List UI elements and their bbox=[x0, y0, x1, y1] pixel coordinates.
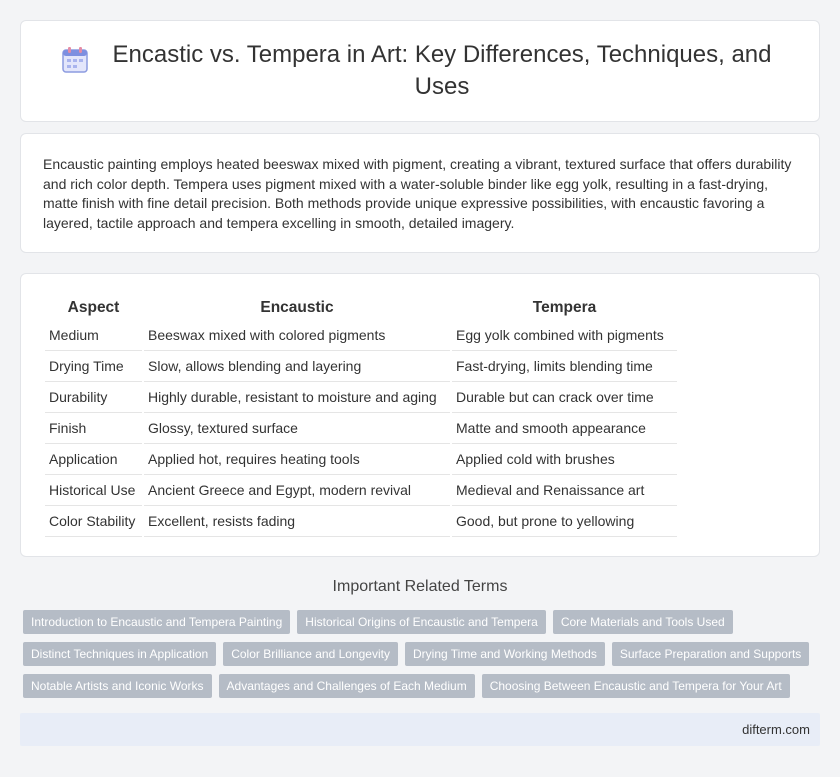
cell-tempera: Medieval and Renaissance art bbox=[452, 475, 677, 506]
cell-encaustic: Glossy, textured surface bbox=[144, 413, 450, 444]
footer-site-link[interactable]: difterm.com bbox=[742, 722, 810, 737]
cell-encaustic: Applied hot, requires heating tools bbox=[144, 444, 450, 475]
related-term-tag[interactable]: Surface Preparation and Supports bbox=[612, 642, 809, 666]
related-term-tag[interactable]: Distinct Techniques in Application bbox=[23, 642, 216, 666]
table-row bbox=[45, 506, 677, 537]
tag-row bbox=[23, 642, 823, 666]
cell-tempera: Fast-drying, limits blending time bbox=[452, 351, 677, 382]
table-row bbox=[45, 413, 677, 444]
cell-aspect: Finish bbox=[45, 413, 142, 444]
tag-row bbox=[23, 674, 823, 698]
header-aspect: Aspect bbox=[67, 299, 120, 316]
calendar-icon bbox=[60, 45, 90, 75]
cell-tempera: Applied cold with brushes bbox=[452, 444, 677, 475]
header-encaustic: Encaustic bbox=[260, 299, 334, 316]
related-term-tag[interactable]: Advantages and Challenges of Each Medium bbox=[219, 674, 475, 698]
related-term-tag[interactable]: Historical Origins of Encaustic and Tempera bbox=[297, 610, 546, 634]
related-term-tag[interactable]: Notable Artists and Iconic Works bbox=[23, 674, 212, 698]
title-card bbox=[20, 20, 820, 122]
related-term-tag[interactable]: Choosing Between Encaustic and Tempera for Your Art bbox=[482, 674, 790, 698]
intro-card bbox=[20, 133, 820, 253]
cell-aspect: Durability bbox=[45, 382, 142, 413]
table-row bbox=[45, 351, 677, 382]
footer bbox=[20, 713, 820, 746]
header-tempera: Tempera bbox=[532, 299, 597, 316]
table-row bbox=[45, 475, 677, 506]
cell-tempera: Good, but prone to yellowing bbox=[452, 506, 677, 537]
cell-aspect: Medium bbox=[45, 320, 142, 351]
page-title: Encastic vs. Tempera in Art: Key Differences, Techniques, and Uses bbox=[112, 41, 772, 100]
cell-encaustic: Highly durable, resistant to moisture and aging bbox=[144, 382, 450, 413]
table-row bbox=[45, 320, 677, 351]
cell-tempera: Durable but can crack over time bbox=[452, 382, 677, 413]
table-header-row bbox=[45, 296, 677, 320]
comparison-card bbox=[20, 273, 820, 557]
cell-encaustic: Ancient Greece and Egypt, modern revival bbox=[144, 475, 450, 506]
related-term-tag[interactable]: Introduction to Encaustic and Tempera Painting bbox=[23, 610, 290, 634]
related-terms-list bbox=[23, 610, 823, 706]
cell-aspect: Color Stability bbox=[45, 506, 142, 537]
cell-aspect: Drying Time bbox=[45, 351, 142, 382]
cell-encaustic: Slow, allows blending and layering bbox=[144, 351, 450, 382]
table-row bbox=[45, 382, 677, 413]
related-term-tag[interactable]: Color Brilliance and Longevity bbox=[223, 642, 398, 666]
cell-tempera: Matte and smooth appearance bbox=[452, 413, 677, 444]
comparison-table bbox=[43, 296, 679, 537]
cell-aspect: Historical Use bbox=[45, 475, 142, 506]
cell-encaustic: Beeswax mixed with colored pigments bbox=[144, 320, 450, 351]
tag-row bbox=[23, 610, 823, 634]
cell-encaustic: Excellent, resists fading bbox=[144, 506, 450, 537]
table-row bbox=[45, 444, 677, 475]
cell-tempera: Egg yolk combined with pigments bbox=[452, 320, 677, 351]
related-term-tag[interactable]: Drying Time and Working Methods bbox=[405, 642, 605, 666]
related-terms-title: Important Related Terms bbox=[332, 578, 508, 595]
intro-paragraph: Encaustic painting employs heated beeswax mixed with pigment, creating a vibrant, textured surface that offers durability and rich color depth. Tempera uses pigment mixed with a water-soluble binder like egg yolk, resulting in a fast-drying, matte finish with fine detail precision. Both methods provide unique expressive possibilities, with encaustic favoring a layered, tactile approach and tempera excelling in smooth, detailed imagery. bbox=[43, 156, 792, 231]
related-term-tag[interactable]: Core Materials and Tools Used bbox=[553, 610, 733, 634]
cell-aspect: Application bbox=[45, 444, 142, 475]
